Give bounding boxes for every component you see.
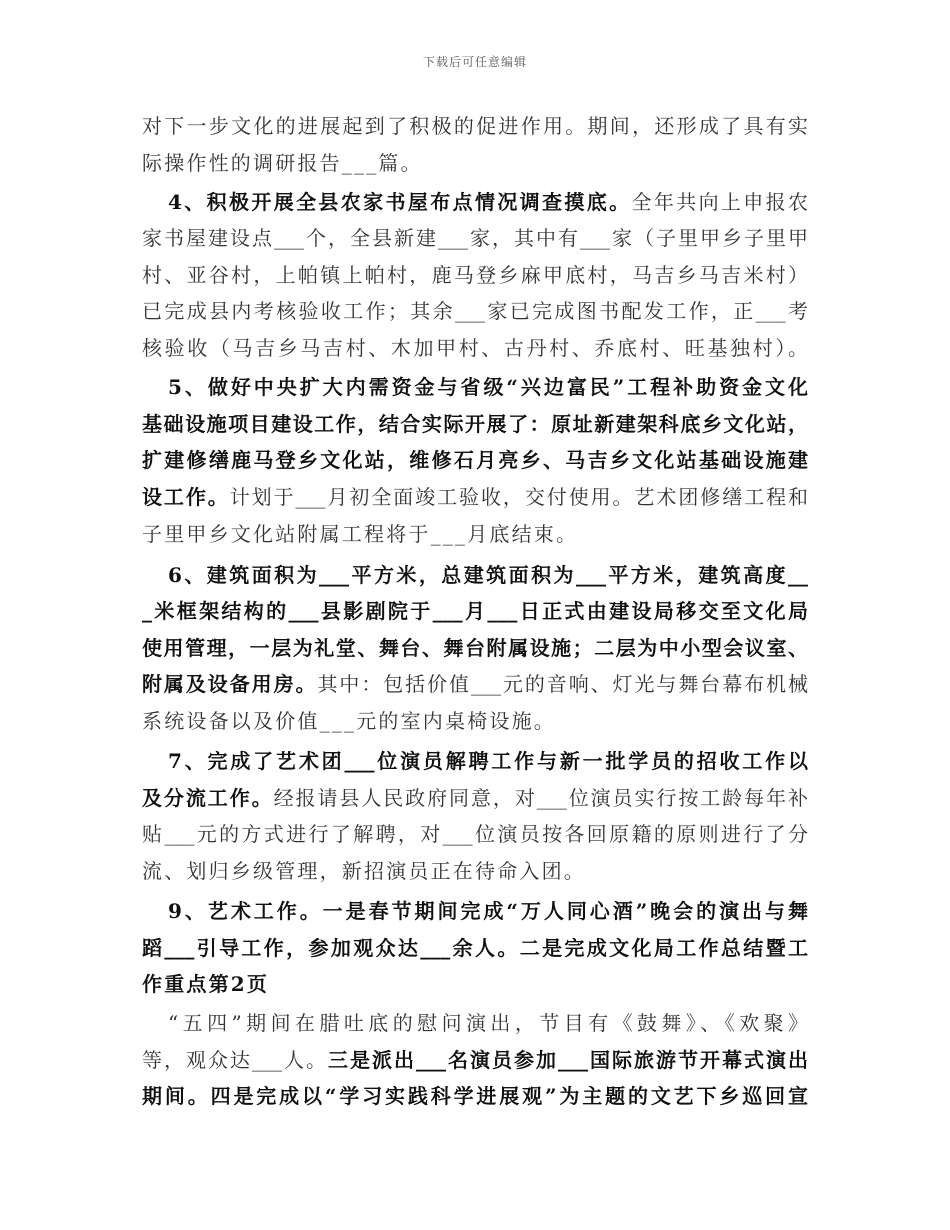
body-text: 其中：包括价值___元的音响、灯光与舞台幕布机械: [317, 672, 808, 697]
paragraph: [142, 184, 808, 367]
paragraph: [142, 743, 808, 889]
page-header-note: 下载后可任意编辑: [422, 55, 527, 69]
body-text: 全年共向上申报农: [631, 189, 808, 214]
body-text: 核验收（马吉乡马吉村、木加甲村、古丹村、乔底村、旺基独村）。: [142, 336, 808, 361]
bold-text: 及分流工作。: [142, 785, 274, 810]
bold-text: _米框架结构的___县影剧院于___月___日正式由建设局移交至文化局: [142, 599, 808, 624]
paragraph: [142, 557, 808, 740]
body-line: [142, 893, 808, 930]
document-body: [142, 108, 808, 1115]
body-line: [142, 108, 808, 145]
body-line: [142, 1078, 808, 1115]
body-line: [142, 479, 808, 516]
bold-text: 三是派出___名演员参加___国际旅游节开幕式演出: [328, 1047, 808, 1072]
paragraph: [142, 1005, 808, 1115]
body-line: [142, 1005, 808, 1042]
body-line: [142, 743, 808, 780]
body-text: 贴___元的方式进行了解聘，对___位演员按各回原籍的原则进行了分: [142, 822, 808, 847]
body-line: [142, 220, 808, 257]
body-line: [142, 666, 808, 703]
body-text: 家书屋建设点___个，全县新建___家，其中有___家（子里甲乡子里甲: [142, 226, 808, 251]
bold-text: 9、艺术工作。一是春节期间完成“万人同心酒”晚会的演出与舞: [168, 898, 808, 923]
bold-text: 7、完成了艺术团___位演员解聘工作与新一批学员的招收工作以: [168, 749, 808, 774]
body-line: [142, 966, 808, 1003]
bold-text: 基础设施项目建设工作，结合实际开展了：原址新建架科底乡文化站，: [142, 411, 808, 436]
body-text: 流、划归乡级管理，新招演员正在待命入团。: [142, 858, 586, 883]
body-text: 村、亚谷村，上帕镇上帕村，鹿马登乡麻甲底村，马吉乡马吉米村）: [142, 262, 808, 287]
bold-text: 4、积极开展全县农家书屋布点情况调查摸底。: [168, 189, 632, 214]
bold-text: 使用管理，一层为礼堂、舞台、舞台附属设施；二层为中小型会议室、: [142, 635, 808, 660]
body-line: [142, 442, 808, 479]
bold-text: 设工作。: [142, 484, 230, 509]
bold-text: 扩建修缮鹿马登乡文化站，维修石月亮乡、马吉乡文化站基础设施建: [142, 448, 808, 473]
body-line: [142, 703, 808, 740]
bold-text: 5、做好中央扩大内需资金与省级“兴边富民”工程补助资金文化: [168, 375, 808, 400]
body-line: [142, 516, 808, 553]
body-text: 已完成县内考核验收工作；其余___家已完成图书配发工作，正___考: [142, 299, 808, 324]
body-line: [142, 184, 808, 221]
body-text: 系统设备以及价值___元的室内桌椅设施。: [142, 709, 556, 733]
body-line: [142, 1042, 808, 1079]
body-text: 经报请县人民政府同意，对___位演员实行按工龄每年补: [273, 785, 808, 810]
body-line: [142, 593, 808, 630]
bold-text: 6、建筑面积为___平方米，总建筑面积为___平方米，建筑高度__: [168, 562, 808, 587]
body-line: [142, 780, 808, 817]
body-text: 对下一步文化的进展起到了积极的促进作用。期间，还形成了具有实: [142, 114, 808, 138]
body-line: [142, 406, 808, 443]
body-line: [142, 816, 808, 853]
body-line: [142, 293, 808, 330]
body-line: [142, 630, 808, 667]
body-text: 等，观众达___人。: [142, 1047, 328, 1072]
bold-text: 期间。四是完成以“学习实践科学进展观”为主题的文艺下乡巡回宣: [142, 1084, 808, 1109]
body-line: [142, 257, 808, 294]
bold-text: 蹈___引导工作，参加观众达___余人。二是完成文化局工作总结暨工: [142, 935, 808, 960]
paragraph: [142, 369, 808, 552]
body-text: 子里甲乡文化站附属工程将于___月底结束。: [142, 521, 579, 546]
paragraph: [142, 108, 808, 181]
body-text: 际操作性的调研报告___篇。: [142, 150, 423, 175]
body-text: 计划于___月初全面竣工验收，交付使用。艺术团修缮工程和: [229, 484, 808, 509]
body-line: [142, 145, 808, 182]
body-line: [142, 930, 808, 967]
paragraph: [142, 893, 808, 1003]
bold-text: 附属及设备用房。: [142, 672, 318, 697]
body-line: [142, 853, 808, 890]
bold-text: 作重点第2页: [142, 972, 270, 997]
body-text: “五四”期间在腊吐底的慰问演出，节目有《鼓舞》、《欢聚》: [168, 1011, 808, 1036]
body-line: [142, 557, 808, 594]
body-line: [142, 369, 808, 406]
body-line: [142, 330, 808, 367]
